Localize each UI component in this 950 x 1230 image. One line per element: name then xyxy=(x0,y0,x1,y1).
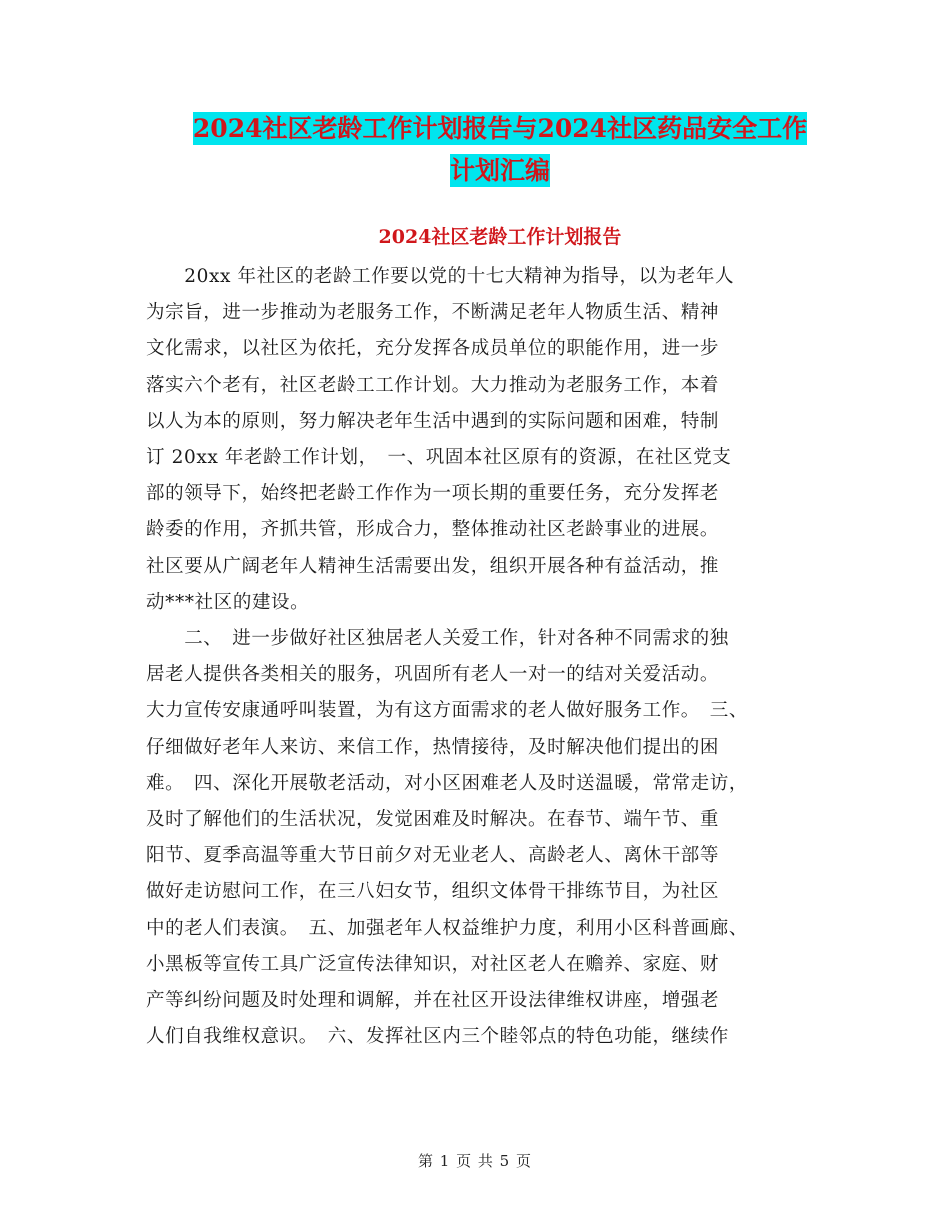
paragraph-line: 难。 四、深化开展敬老活动，对小区困难老人及时送温暖，常常走访， xyxy=(146,772,748,794)
paragraph-line: 文化需求，以社区为依托，充分发挥各成员单位的职能作用，进一步 xyxy=(146,338,720,360)
paragraph-1 xyxy=(146,259,814,621)
page-footer xyxy=(0,1150,950,1171)
document-title xyxy=(140,108,860,192)
document-body xyxy=(146,259,814,1055)
paragraph-2 xyxy=(146,621,814,1055)
paragraph-line: 小黑板等宣传工具广泛宣传法律知识，对社区老人在赡养、家庭、财 xyxy=(146,953,720,975)
paragraph-line: 龄委的作用，齐抓共管，形成合力，整体推动社区老龄事业的进展。 xyxy=(146,519,720,541)
document-title-line-2: 计划汇编 xyxy=(449,156,550,185)
paragraph-line: 阳节、夏季高温等重大节日前夕对无业老人、高龄老人、离休干部等 xyxy=(146,845,720,867)
paragraph-line: 做好走访慰问工作，在三八妇女节，组织文体骨干排练节目，为社区 xyxy=(146,881,720,903)
paragraph-line: 二、 进一步做好社区独居老人关爱工作，针对各种不同需求的独 xyxy=(146,628,729,650)
paragraph-line: 仔细做好老年人来访、来信工作，热情接待，及时解决他们提出的困 xyxy=(146,736,720,758)
paragraph-line: 产等纠纷问题及时处理和调解，并在社区开设法律维权讲座，增强老 xyxy=(146,990,720,1012)
paragraph-line: 落实六个老有，社区老龄工工作计划。大力推动为老服务工作，本着 xyxy=(146,374,720,396)
paragraph-line: 社区要从广阔老年人精神生活需要出发，组织开展各种有益活动，推 xyxy=(146,555,720,577)
paragraph-line: 动***社区的建设。 xyxy=(146,591,310,613)
document-title-line-1: 2024社区老龄工作计划报告与2024社区药品安全工作 xyxy=(192,114,808,143)
paragraph-line: 中的老人们表演。 五、加强老年人权益维护力度，利用小区科普画廊、 xyxy=(146,917,748,939)
section-title: 2024社区老龄工作计划报告 xyxy=(378,226,622,248)
paragraph-line: 订 20xx 年老龄工作计划， 一、巩固本社区原有的资源，在社区党支 xyxy=(146,447,732,469)
page-number-label: 第 1 页 共 5 页 xyxy=(418,1152,532,1170)
paragraph-line: 20xx 年社区的老龄工作要以党的十七大精神为指导，以为老年人 xyxy=(146,266,735,287)
paragraph-line: 及时了解他们的生活状况，发觉困难及时解决。在春节、端午节、重 xyxy=(146,809,720,831)
paragraph-line: 大力宣传安康通呼叫装置，为有这方面需求的老人做好服务工作。 三、 xyxy=(146,700,748,722)
paragraph-line: 部的领导下，始终把老龄工作作为一项长期的重要任务，充分发挥老 xyxy=(146,483,720,505)
paragraph-line: 居老人提供各类相关的服务，巩固所有老人一对一的结对关爱活动。 xyxy=(146,664,720,686)
paragraph-line: 人们自我维权意识。 六、发挥社区内三个睦邻点的特色功能，继续作 xyxy=(146,1026,729,1048)
paragraph-line: 以人为本的原则，努力解决老年生活中遇到的实际问题和困难，特制 xyxy=(146,410,720,432)
paragraph-line: 为宗旨，进一步推动为老服务工作，不断满足老年人物质生活、精神 xyxy=(146,302,720,324)
